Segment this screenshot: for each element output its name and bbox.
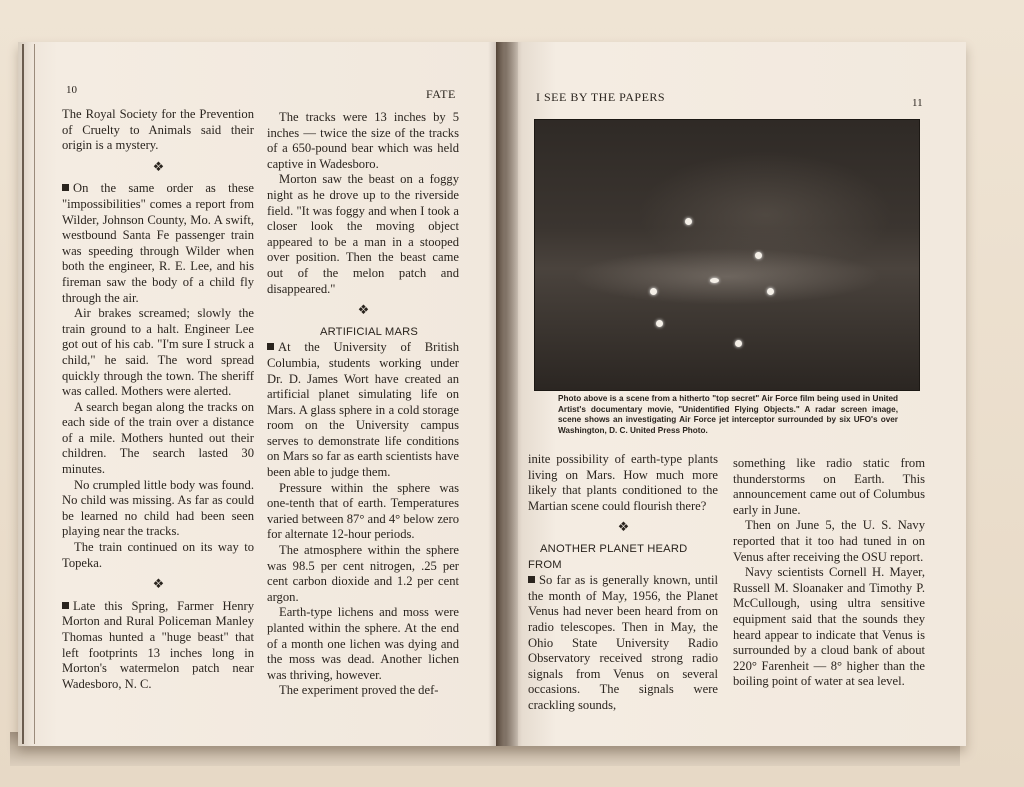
- paragraph: something like radio static from thunderstorms on Earth. This announcement came out of Columbus early in June.: [733, 456, 925, 517]
- right-column-1: [528, 452, 718, 714]
- ufo-light: [735, 340, 742, 347]
- left-column-2: [267, 110, 459, 699]
- paragraph: The tracks were 13 inches by 5 inches — twice the size of the tracks of a 650-pound bear which was held captive in Wadesboro.: [267, 110, 459, 171]
- paragraph: Earth-type lichens and moss were planted within the sphere. At the end of a month one lichen was dying and the moss was dead. Another lichen was thriving, however.: [267, 605, 459, 682]
- paragraph: Navy scientists Cornell H. Mayer, Russell M. Sloanaker and Timothy P. McCullough, using ultra sensitive equipment said that the sounds they heard appear to indicate that Venus is surrounded by a cloud bank of about 220° Farenheit — 8° higher than the boiling point of water at sea level.: [733, 565, 925, 689]
- paragraph: Pressure within the sphere was one-tenth that of earth. Temperatures varied between 87° and 4° below zero for alternate 12-hour periods.: [267, 480, 459, 542]
- page-gutter-shadow: [488, 42, 518, 746]
- ufo-light: [685, 218, 692, 225]
- bullet-square-icon: [267, 343, 274, 350]
- paragraph: Late this Spring, Farmer Henry Morton and Rural Policeman Manley Thomas hunted a "huge beast" that left footprints 13 inches long in Morton's watermelon patch near Wadesboro, N. C.: [62, 598, 254, 691]
- section-heading: ARTIFICIAL MARS: [319, 325, 419, 338]
- paragraph: inite possibility of earth-type plants living on Mars. How much more likely that plants conditioned to the Martian scene could flourish there?: [528, 452, 718, 513]
- photo-caption: Photo above is a scene from a hitherto "top secret" Air Force film being used in United Artist's documentary movie, "Unidentified Flying Objects." A radar screen image, scene shows an investigating Air Force jet interceptor surrounded by six UFO's over Washington, D. C. United Press Photo.: [558, 394, 898, 435]
- bullet-square-icon: [62, 184, 69, 191]
- ufo-light: [767, 288, 774, 295]
- paragraph: Morton saw the beast on a foggy night as he drove up to the riverside field. "It was foggy and when I took a closer look the moving object appeared to be a man in a stooped over position. Then the beast came out of the melon patch and disappeared.": [267, 172, 459, 296]
- right-running-head: I SEE BY THE PAPERS: [536, 90, 666, 104]
- paragraph: So far as is generally known, until the month of May, 1956, the Planet Venus had never been heard from on radio telescopes. Then in May, the Ohio State University Radio Observatory received strong radio signals from Venus on several occasions. The signals were crackling sounds,: [528, 573, 718, 712]
- paragraph: Then on June 5, the U. S. Navy reported that it too had tuned in on Venus after receiving the OSU report.: [733, 518, 925, 564]
- section-ornament: ❖: [357, 302, 369, 318]
- ufo-radar-photo: [534, 119, 920, 391]
- paragraph: A search began along the tracks on each side of the train over a distance of a mile. Mothers hunted out their children. The search lasted 30 minutes.: [62, 399, 254, 477]
- bullet-square-icon: [62, 602, 69, 609]
- bullet-square-icon: [528, 576, 535, 583]
- ufo-light: [650, 288, 657, 295]
- ufo-light: [656, 320, 663, 327]
- paragraph: Air brakes screamed; slowly the train ground to a halt. Engineer Lee got out of his cab. "I'm sure I struck a child," he said. The word spread quickly through the town. The sheriff was called. Mothers were alerted.: [62, 306, 254, 399]
- ufo-light: [755, 252, 762, 259]
- paragraph: The train continued on its way to Topeka.: [62, 540, 254, 570]
- paragraph: No crumpled little body was found. No child was missing. As far as could be learned no child had been seen playing near the tracks.: [62, 477, 254, 539]
- paragraph: The Royal Society for the Prevention of Cruelty to Animals said their origin is a mystery.: [62, 107, 254, 153]
- paragraph: At the University of British Columbia, students working under Dr. D. James Wort have created an artificial planet simulating life on Mars. A glass sphere in a cold storage room on the University campus serves to demonstrate life conditions on Mars so far as earth scientists have been able to judge them.: [267, 340, 459, 480]
- right-page-number: 11: [912, 97, 923, 109]
- left-page-number: 10: [66, 84, 77, 96]
- paragraph: The experiment proved the def-: [279, 683, 439, 698]
- paragraph: On the same order as these "impossibilities" comes a report from Wilder, Johnson County, Mo. A swift, westbound Santa Fe passenger train was speeding through Wilder when both the engineer, R. E. Lee, and his fireman saw the body of a child fly through the air.: [62, 181, 254, 305]
- ufo-light: [710, 278, 719, 283]
- left-column-1: [62, 107, 254, 692]
- section-ornament: ❖: [152, 576, 164, 592]
- section-ornament: ❖: [152, 158, 164, 174]
- page-stack-edge: [22, 44, 35, 744]
- right-column-2: [733, 456, 925, 690]
- section-heading: ANOTHER PLANET HEARD FROM: [528, 542, 688, 571]
- section-ornament: ❖: [617, 519, 629, 535]
- left-running-head: FATE: [426, 87, 456, 101]
- paragraph: The atmosphere within the sphere was 98.5 per cent nitrogen, .25 per cent carbon dioxide and 1.2 per cent argon.: [267, 543, 459, 604]
